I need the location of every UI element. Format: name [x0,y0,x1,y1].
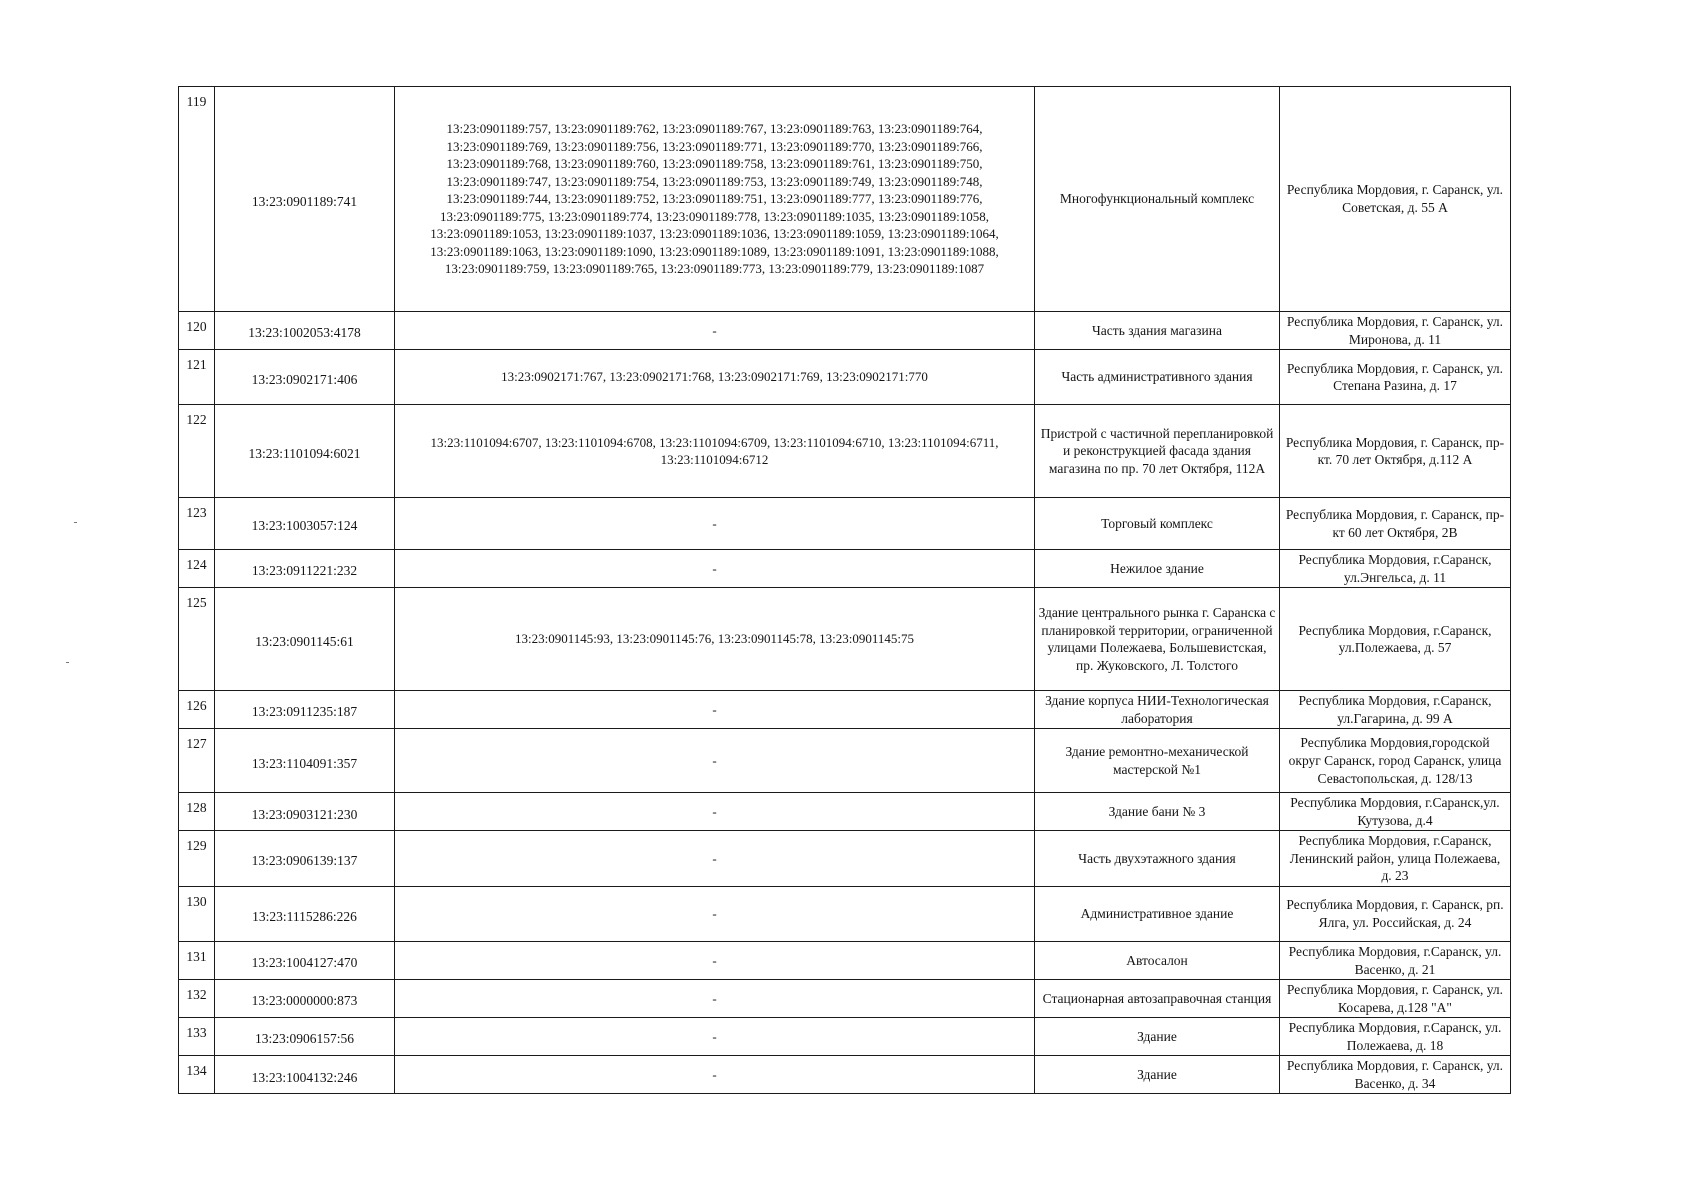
row-number: 126 [179,691,215,729]
object-name: Стационарная автозаправочная станция [1035,980,1280,1018]
object-address: Республика Мордовия, г.Саранск, ул. Васенко, д. 21 [1280,942,1511,980]
cadastral-number: 13:23:0903121:230 [215,793,395,831]
related-cadastral-numbers: - [395,831,1035,887]
table-row [179,980,1511,1018]
cadastral-number: 13:23:1101094:6021 [215,405,395,498]
object-name: Нежилое здание [1035,550,1280,588]
scan-artifact [66,662,69,663]
object-address: Республика Мордовия, г. Саранск, ул. Советская, д. 55 А [1280,87,1511,312]
row-number: 127 [179,729,215,793]
cadastral-number: 13:23:0901145:61 [215,588,395,691]
object-address: Республика Мордовия, г. Саранск, ул. Миронова, д. 11 [1280,312,1511,350]
object-name: Здание бани № 3 [1035,793,1280,831]
table-row [179,1056,1511,1094]
related-cadastral-numbers: - [395,980,1035,1018]
row-number: 119 [179,87,215,312]
related-cadastral-numbers: - [395,887,1035,942]
row-number: 131 [179,942,215,980]
cadastral-number: 13:23:0911221:232 [215,550,395,588]
cadastral-number: 13:23:1115286:226 [215,887,395,942]
row-number: 133 [179,1018,215,1056]
related-cadastral-numbers: - [395,729,1035,793]
table-row [179,729,1511,793]
table-row [179,350,1511,405]
object-address: Республика Мордовия, г. Саранск, ул. Васенко, д. 34 [1280,1056,1511,1094]
table-row [179,831,1511,887]
object-name: Здание [1035,1056,1280,1094]
object-address: Республика Мордовия, г. Саранск, рп. Ялга, ул. Российская, д. 24 [1280,887,1511,942]
related-cadastral-numbers: - [395,1056,1035,1094]
object-address: Республика Мордовия, г.Саранск, ул.Гагарина, д. 99 А [1280,691,1511,729]
row-number: 132 [179,980,215,1018]
row-number: 121 [179,350,215,405]
object-address: Республика Мордовия, г.Саранск, ул.Полежаева, д. 57 [1280,588,1511,691]
table-row [179,405,1511,498]
cadastral-number: 13:23:0902171:406 [215,350,395,405]
cadastral-number: 13:23:0901189:741 [215,87,395,312]
object-address: Республика Мордовия,городской округ Саранск, город Саранск, улица Севастопольская, д. 128/13 [1280,729,1511,793]
object-name: Часть административного здания [1035,350,1280,405]
cadastral-number: 13:23:1104091:357 [215,729,395,793]
object-address: Республика Мордовия, г. Саранск, ул. Степана Разина, д. 17 [1280,350,1511,405]
registry-table-body [179,87,1511,1094]
table-row [179,691,1511,729]
related-cadastral-numbers: - [395,550,1035,588]
cadastral-number: 13:23:1003057:124 [215,498,395,550]
cadastral-number: 13:23:1002053:4178 [215,312,395,350]
table-row [179,942,1511,980]
related-cadastral-numbers: 13:23:0902171:767, 13:23:0902171:768, 13:23:0902171:769, 13:23:0902171:770 [395,350,1035,405]
row-number: 123 [179,498,215,550]
object-name: Многофункциональный комплекс [1035,87,1280,312]
table-row [179,588,1511,691]
property-registry-table [178,86,1511,1094]
row-number: 134 [179,1056,215,1094]
related-cadastral-numbers: 13:23:1101094:6707, 13:23:1101094:6708, 13:23:1101094:6709, 13:23:1101094:6710, 13:23:1101094:6711, 13:23:1101094:6712 [395,405,1035,498]
table-row [179,498,1511,550]
row-number: 130 [179,887,215,942]
object-name: Здание центрального рынка г. Саранска с планировкой территории, ограниченной улицами Полежаева, Большевистская, пр. Жуковского, Л. Толстого [1035,588,1280,691]
object-name: Здание корпуса НИИ-Технологическая лаборатория [1035,691,1280,729]
row-number: 128 [179,793,215,831]
related-cadastral-numbers: - [395,312,1035,350]
table-row [179,550,1511,588]
object-name: Здание [1035,1018,1280,1056]
object-address: Республика Мордовия, г.Саранск, ул. Полежаева, д. 18 [1280,1018,1511,1056]
table-row [179,312,1511,350]
cadastral-number: 13:23:0911235:187 [215,691,395,729]
row-number: 120 [179,312,215,350]
object-name: Часть здания магазина [1035,312,1280,350]
object-name: Здание ремонтно-механической мастерской №1 [1035,729,1280,793]
table-row [179,1018,1511,1056]
object-address: Республика Мордовия, г. Саранск, ул. Косарева, д.128 "А" [1280,980,1511,1018]
table-row [179,887,1511,942]
cadastral-number: 13:23:0906157:56 [215,1018,395,1056]
cadastral-number: 13:23:0906139:137 [215,831,395,887]
row-number: 122 [179,405,215,498]
related-cadastral-numbers: - [395,942,1035,980]
object-name: Пристрой с частичной перепланировкой и реконструкцией фасада здания магазина по пр. 70 лет Октября, 112А [1035,405,1280,498]
related-cadastral-numbers: 13:23:0901145:93, 13:23:0901145:76, 13:23:0901145:78, 13:23:0901145:75 [395,588,1035,691]
row-number: 125 [179,588,215,691]
related-cadastral-numbers: - [395,498,1035,550]
object-address: Республика Мордовия, г. Саранск, пр-кт 60 лет Октября, 2В [1280,498,1511,550]
object-address: Республика Мордовия, г.Саранск,ул. Кутузова, д.4 [1280,793,1511,831]
row-number: 129 [179,831,215,887]
related-cadastral-numbers: - [395,793,1035,831]
related-cadastral-numbers: - [395,691,1035,729]
object-name: Торговый комплекс [1035,498,1280,550]
scan-artifact [74,522,77,523]
object-address: Республика Мордовия, г.Саранск, ул.Энгельса, д. 11 [1280,550,1511,588]
related-cadastral-numbers: 13:23:0901189:757, 13:23:0901189:762, 13:23:0901189:767, 13:23:0901189:763, 13:23:0901189:764, 13:23:0901189:769, 13:23:0901189:756, 13:23:0901189:771, 13:23:0901189:770, 13:23:0901189:766, 13:23:0901189:768, 13:23:0901189:760, 13:23:0901189:758, 13:23:0901189:761, 13:23:0901189:750, 13:23:0901189:747, 13:23:0901189:754, 13:23:0901189:753, 13:23:0901189:749, 13:23:0901189:748, 13:23:0901189:744, 13:23:0901189:752, 13:23:0901189:751, 13:23:0901189:777, 13:23:0901189:776, 13:23:0901189:775, 13:23:0901189:774, 13:23:0901189:778, 13:23:0901189:1035, 13:23:0901189:1058, 13:23:0901189:1053, 13:23:0901189:1037, 13:23:0901189:1036, 13:23:0901189:1059, 13:23:0901189:1064, 13:23:0901189:1063, 13:23:0901189:1090, 13:23:0901189:1089, 13:23:0901189:1091, 13:23:0901189:1088, 13:23:0901189:759, 13:23:0901189:765, 13:23:0901189:773, 13:23:0901189:779, 13:23:0901189:1087 [395,87,1035,312]
object-name: Автосалон [1035,942,1280,980]
cadastral-number: 13:23:0000000:873 [215,980,395,1018]
object-name: Часть двухэтажного здания [1035,831,1280,887]
related-cadastral-numbers: - [395,1018,1035,1056]
row-number: 124 [179,550,215,588]
cadastral-number: 13:23:1004132:246 [215,1056,395,1094]
table-row [179,793,1511,831]
object-address: Республика Мордовия, г. Саранск, пр-кт. 70 лет Октября, д.112 А [1280,405,1511,498]
table-row [179,87,1511,312]
cadastral-number: 13:23:1004127:470 [215,942,395,980]
object-address: Республика Мордовия, г.Саранск, Ленинский район, улица Полежаева, д. 23 [1280,831,1511,887]
object-name: Административное здание [1035,887,1280,942]
